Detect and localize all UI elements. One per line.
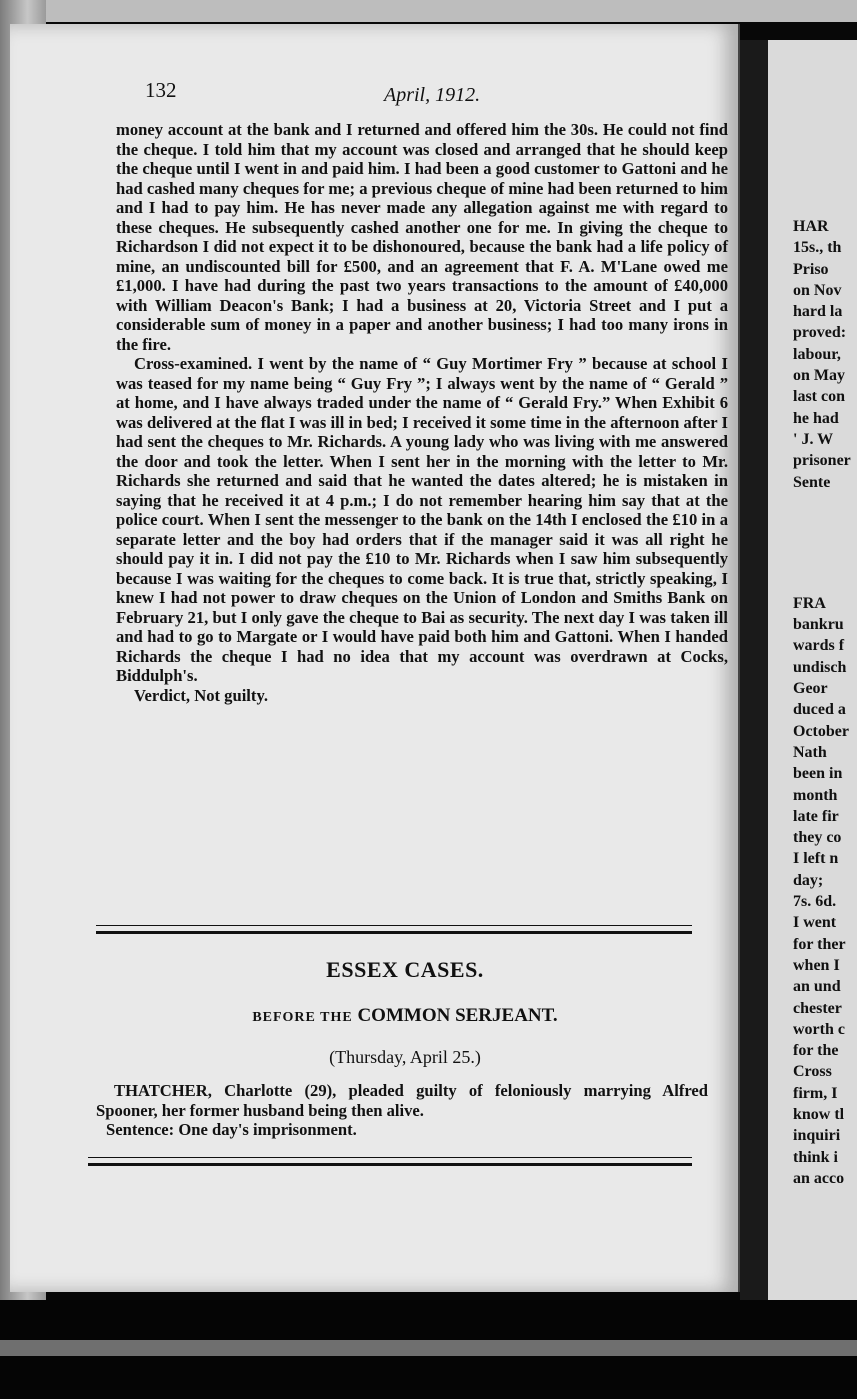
divider-thick-top [96,931,692,934]
fragment: inquiri [793,1127,841,1145]
fragment: I went [793,914,837,932]
fragment: been in [793,765,843,783]
fragment: he had [793,409,839,427]
divider-thick-bottom [88,1163,692,1166]
fragment: an acco [793,1169,845,1187]
fragment: late fir [793,807,839,825]
fragment: duced a [793,701,846,719]
running-head-text: April, 1912. [384,84,481,106]
fragment: Geor [793,680,828,698]
fragment: ' J. W [793,430,834,448]
fragment: for ther [793,935,846,953]
fragment: undisch [793,658,847,676]
fragment: labour, [793,345,841,363]
fragment: month [793,786,838,804]
testimony-text [116,120,728,705]
fragment: bankru [793,616,844,634]
court-line [90,1005,720,1027]
fragment: I left n [793,850,839,868]
case-text: THATCHER, Charlotte (29), pleaded guilty of feloniously marrying Alfred Spooner, her former husband being then alive. [96,1081,708,1120]
fragment: October [793,722,849,740]
fragment: FRA [793,594,826,612]
fragment: know tl [793,1105,845,1123]
paragraph-continued: money account at the bank and I returned and offered him the 30s. He could not find the cheque. I told him that my account was closed and arranged that he should keep the cheque until I went in and paid him. I had been a good customer to Gattoni and he had cashed many cheques for me; a previous cheque of mine had been returned to him and I had to pay him. He has never made any allegation against me with regard to these cheques. He subsequently cashed another one for me. In giving the cheque to Richardson I did not expect it to be dishonoured, because the bank had a life policy of mine, an undiscounted bill for £500, and an agreement that F. A. M'Lane owed me £1,000. I have had during the past two years transactions to the amount of £40,000 with William Deacon's Bank; I had a business at 20, Victoria Street and I put a considerable sum of money in a paper and another business; I had too many irons in the fire. [116,120,728,354]
fragment: wards f [793,637,845,655]
fragment: an und [793,978,841,996]
fragment: day; [793,871,824,889]
paragraph-cross-examined: Cross-examined. I went by the name of “ Guy Mortimer Fry ” because at school I was teased for my name being “ Guy Fry ”; I always went by the name of “ Gerald ” at home, and I have always traded under the name of “ Gerald Fry.” When Exhibit 6 was delivered at the flat I was ill in bed; I received it some time in the afternoon after I had sent the cheques to Mr. Richards. A young lady who was living with me answered the door and took the letter. When I sent her in the morning with the letter to Mr. Richards she returned and said that he wanted the dates altered; he is mistaken in saying that he received it at 4 p.m.; I do not remember hearing him say that at the police court. When I sent the messenger to the bank on the 14th I enclosed the £10 in a separate letter and the boy had orders that if the manager said it was all right he should pay it in. I did not pay the £10 to Mr. Richards when I saw him subsequently because I was waiting for the cheques to come back. It is true that, strictly speaking, I knew I had not power to draw cheques on the Union of London and Smiths Bank on February 21, but I only gave the cheque to Bai as security. The next day I was taken ill and had to go to Margate or I would have paid both him and Gattoni. When I handed Richards the cheque I had no idea that my account was overdrawn at Cocks, Biddulph's. [116,354,728,685]
case-entry [96,1081,708,1140]
fragment: when I [793,956,840,974]
sentence: Sentence: One day's imprisonment. [106,1120,357,1139]
fragment: Nath [793,743,827,761]
fragment: 15s., th [793,239,842,257]
fragment: proved: [793,324,847,342]
fragment: think i [793,1148,838,1166]
fragment: for the [793,1042,839,1060]
divider-thin-top [96,925,692,926]
fragment: last con [793,388,845,406]
fragment: worth c [793,1020,845,1038]
book-top-edge [0,0,857,22]
fragment: on Nov [793,281,842,299]
fragment: hard la [793,303,843,321]
fragment: Cross [793,1063,832,1081]
fragment: firm, I [793,1084,838,1102]
court-prefix: BEFORE THE [252,1010,353,1025]
fragment: HAR [793,218,829,235]
fragment: on May [793,367,845,385]
divider-thin-bottom [88,1157,692,1158]
verdict: Verdict, Not guilty. [134,685,268,705]
page-number: 132 [145,78,177,102]
facing-page-text [793,216,857,1189]
book-gutter [740,40,768,1300]
date-line: (Thursday, April 25.) [329,1047,481,1067]
running-head [384,84,480,107]
fragment: they co [793,829,842,847]
fragment-gap [793,493,857,593]
fragment: chester [793,999,842,1017]
fragment: prisoner [793,452,851,470]
fragment: Sente [793,473,831,491]
fragment: 7s. 6d. [793,893,837,911]
book-bottom-band [0,1340,857,1356]
fragment: Priso [793,260,829,278]
court-name: COMMON SERJEANT. [357,1005,558,1026]
section-title: ESSEX CASES. [326,957,484,982]
